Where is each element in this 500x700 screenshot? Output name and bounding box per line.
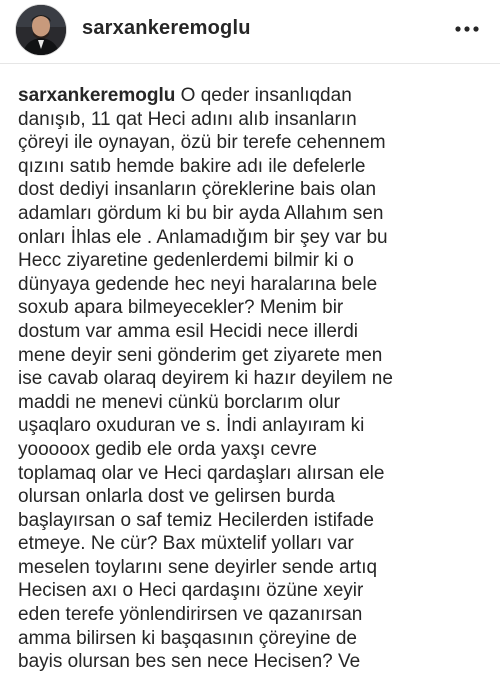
caption-line: toplamaq olar ve Heci qardaşları alırsan ele: [18, 462, 385, 484]
caption-line: yooooox gedib ele orda yaxşı cevre: [18, 438, 317, 460]
caption-line: dostum var amma esil Hecidi nece illerdi: [18, 320, 359, 342]
caption-line: uşaqlaro oxuduran ve s. İndi anlayıram ki: [18, 415, 365, 437]
caption-line: eden terefe yönlendirirsen ve qazanırsan: [18, 604, 363, 626]
caption-username[interactable]: sarxankeremoglu: [18, 85, 176, 106]
caption-line: maddi ne menevi cünkü borclarım olur: [18, 391, 341, 413]
header-username[interactable]: sarxankeremoglu: [82, 17, 251, 39]
caption-line: meselen toylarını sene deyirler sende artıq: [18, 556, 378, 578]
caption-line: danışıb, 11 qat Heci adını alıb insanların: [18, 108, 357, 130]
caption-line: Hecisen axı o Heci qardaşını özüne xeyir: [18, 580, 364, 602]
caption-first-line: [18, 84, 488, 108]
more-horizontal-icon: [452, 16, 482, 42]
caption-line: qızını satıb hemde bakire adı ile defelerle: [18, 155, 366, 177]
caption-line: dost dediyi insanların çöreklerine bais olan: [18, 179, 377, 201]
caption-line: başlayırsan o saf temiz Hecilerden istifade: [18, 509, 374, 531]
caption-line: mene deyir seni gönderim get ziyarete men: [18, 344, 383, 366]
caption-line: bayis olursan bes sen nece Hecisen? Ve: [18, 651, 361, 673]
caption-line: etmeye. Ne cür? Bax müxtelif yolları var: [18, 533, 354, 555]
caption-line: soxub apara bilmeyecekler? Menim bir: [18, 297, 344, 319]
more-options-button[interactable]: [452, 16, 482, 42]
post-caption: [18, 84, 488, 674]
profile-photo-icon: [16, 5, 66, 55]
caption-line: Hecc ziyaretine gedenlerdemi bilmir ki o: [18, 250, 354, 272]
caption-line: adamları gördum ki bu bir ayda Allahım sen: [18, 202, 384, 224]
post-header: [0, 0, 500, 64]
caption-line: çöreyi ile oynayan, özü bir terefe cehennem: [18, 132, 386, 154]
caption-line: amma bilirsen ki başqasının çöreyine de: [18, 627, 358, 649]
caption-text: O qeder insanlıqdan: [175, 85, 352, 106]
caption-line: dünyaya gedende hec neyi haralarına bele: [18, 273, 378, 295]
caption-line: olursan onlarla dost ve gelirsen burda: [18, 486, 335, 508]
avatar[interactable]: [16, 5, 66, 55]
caption-line: ise cavab olaraq deyirem ki hazır deyilem ne: [18, 368, 393, 390]
caption-line: onları İhlas ele . Anlamadığım bir şey var bu: [18, 226, 388, 248]
